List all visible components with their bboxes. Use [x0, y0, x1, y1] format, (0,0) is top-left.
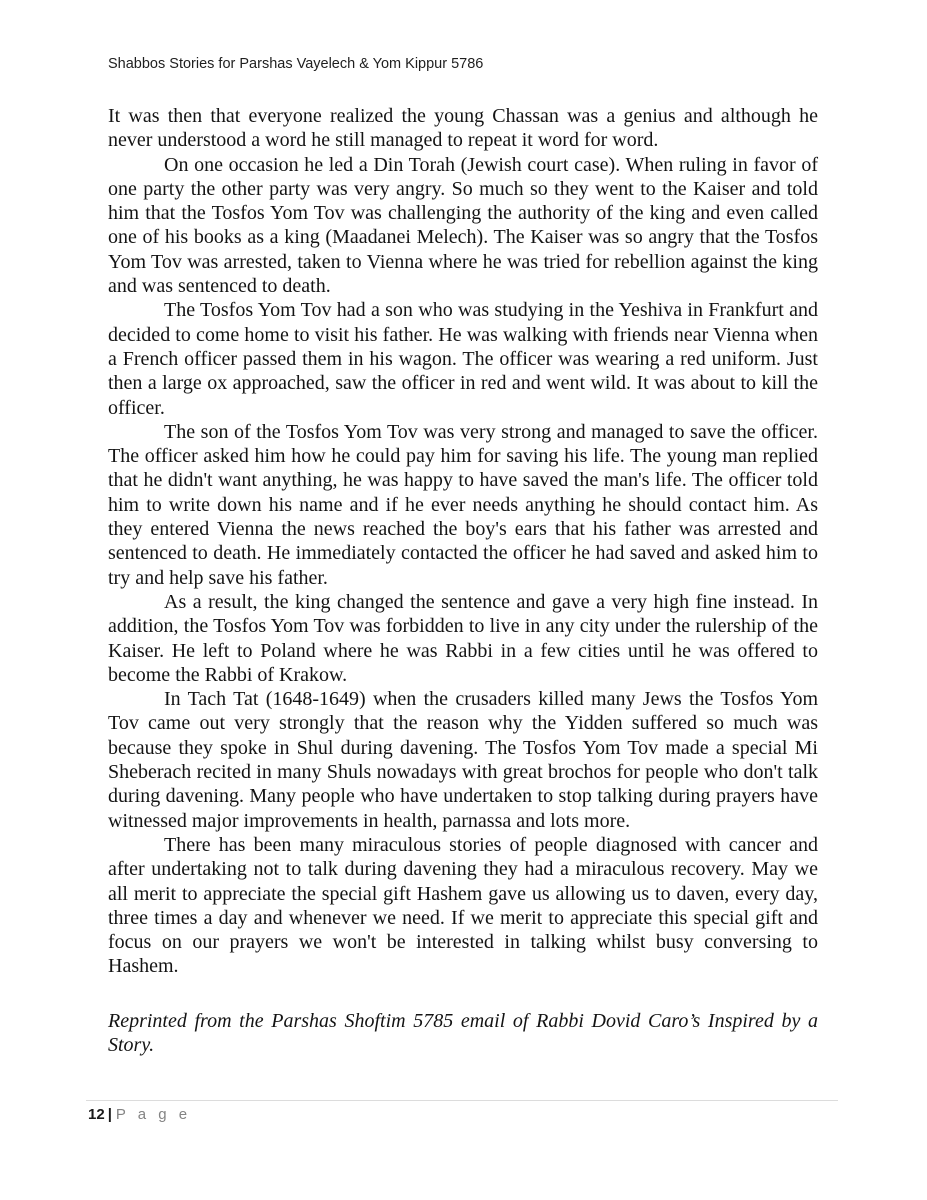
- page-footer: [88, 1106, 191, 1123]
- footer-page-label: P a g e: [115, 1106, 192, 1123]
- attribution-note: Reprinted from the Parshas Shoftim 5785 email of Rabbi Dovid Caro’s Inspired by a Story.: [108, 1009, 818, 1056]
- footer-page-number: 12: [88, 1106, 105, 1123]
- body-paragraph: The son of the Tosfos Yom Tov was very strong and managed to save the officer. The officer asked him how he could pay him for saving his life. The young man replied that he didn't want anything, he was happy to have saved the man's life. The officer told him to write down his name and if he ever needs anything he should contact him. As they entered Vienna the news reached the boy's ears that his father was arrested and sentenced to death. He immediately contacted the officer he had saved and asked him to try and help save his father.: [108, 420, 818, 589]
- body-paragraph: As a result, the king changed the sentence and gave a very high fine instead. In addition, the Tosfos Yom Tov was forbidden to live in any city under the rulership of the Kaiser. He left to Poland where he was Rabbi in a few cities until he was offered to become the Rabbi of Krakow.: [108, 590, 818, 686]
- page-header-title: Shabbos Stories for Parshas Vayelech & Yom Kippur 5786: [108, 56, 484, 72]
- body-paragraph: It was then that everyone realized the young Chassan was a genius and although he never understood a word he still managed to repeat it word for word.: [108, 105, 818, 152]
- document-body: [108, 104, 818, 1057]
- body-paragraph: There has been many miraculous stories of people diagnosed with cancer and after undertaking not to talk during davening they had a miraculous recovery. May we all merit to appreciate the special gift Hashem gave us allowing us to daven, every day, three times a day and whenever we need. If we merit to appreciate this special gift and focus on our prayers we won't be interested in talking whilst busy conversing to Hashem.: [108, 833, 818, 978]
- footer-separator: |: [107, 1106, 112, 1123]
- footer-divider: [86, 1100, 838, 1101]
- body-paragraph: The Tosfos Yom Tov had a son who was studying in the Yeshiva in Frankfurt and decided to come home to visit his father. He was walking with friends near Vienna when a French officer passed them in his wagon. The officer was wearing a red uniform. Just then a large ox approached, saw the officer in red and went wild. It was about to kill the officer.: [108, 299, 818, 419]
- body-paragraph: On one occasion he led a Din Torah (Jewish court case). When ruling in favor of one party the other party was very angry. So much so they went to the Kaiser and told him that the Tosfos Yom Tov was challenging the authority of the king and even called one of his books as a king (Maadanei Melech). The Kaiser was so angry that the Tosfos Yom Tov was arrested, taken to Vienna where he was tried for rebellion against the king and was sentenced to death.: [108, 153, 818, 298]
- body-paragraph: In Tach Tat (1648-1649) when the crusaders killed many Jews the Tosfos Yom Tov came out very strongly that the reason why the Yidden suffered so much was because they spoke in Shul during davening. The Tosfos Yom Tov made a special Mi Sheberach recited in many Shuls nowadays with great brochos for people who don't talk during davening. Many people who have undertaken to stop talking during prayers have witnessed major improvements in health, parnassa and lots more.: [108, 688, 818, 832]
